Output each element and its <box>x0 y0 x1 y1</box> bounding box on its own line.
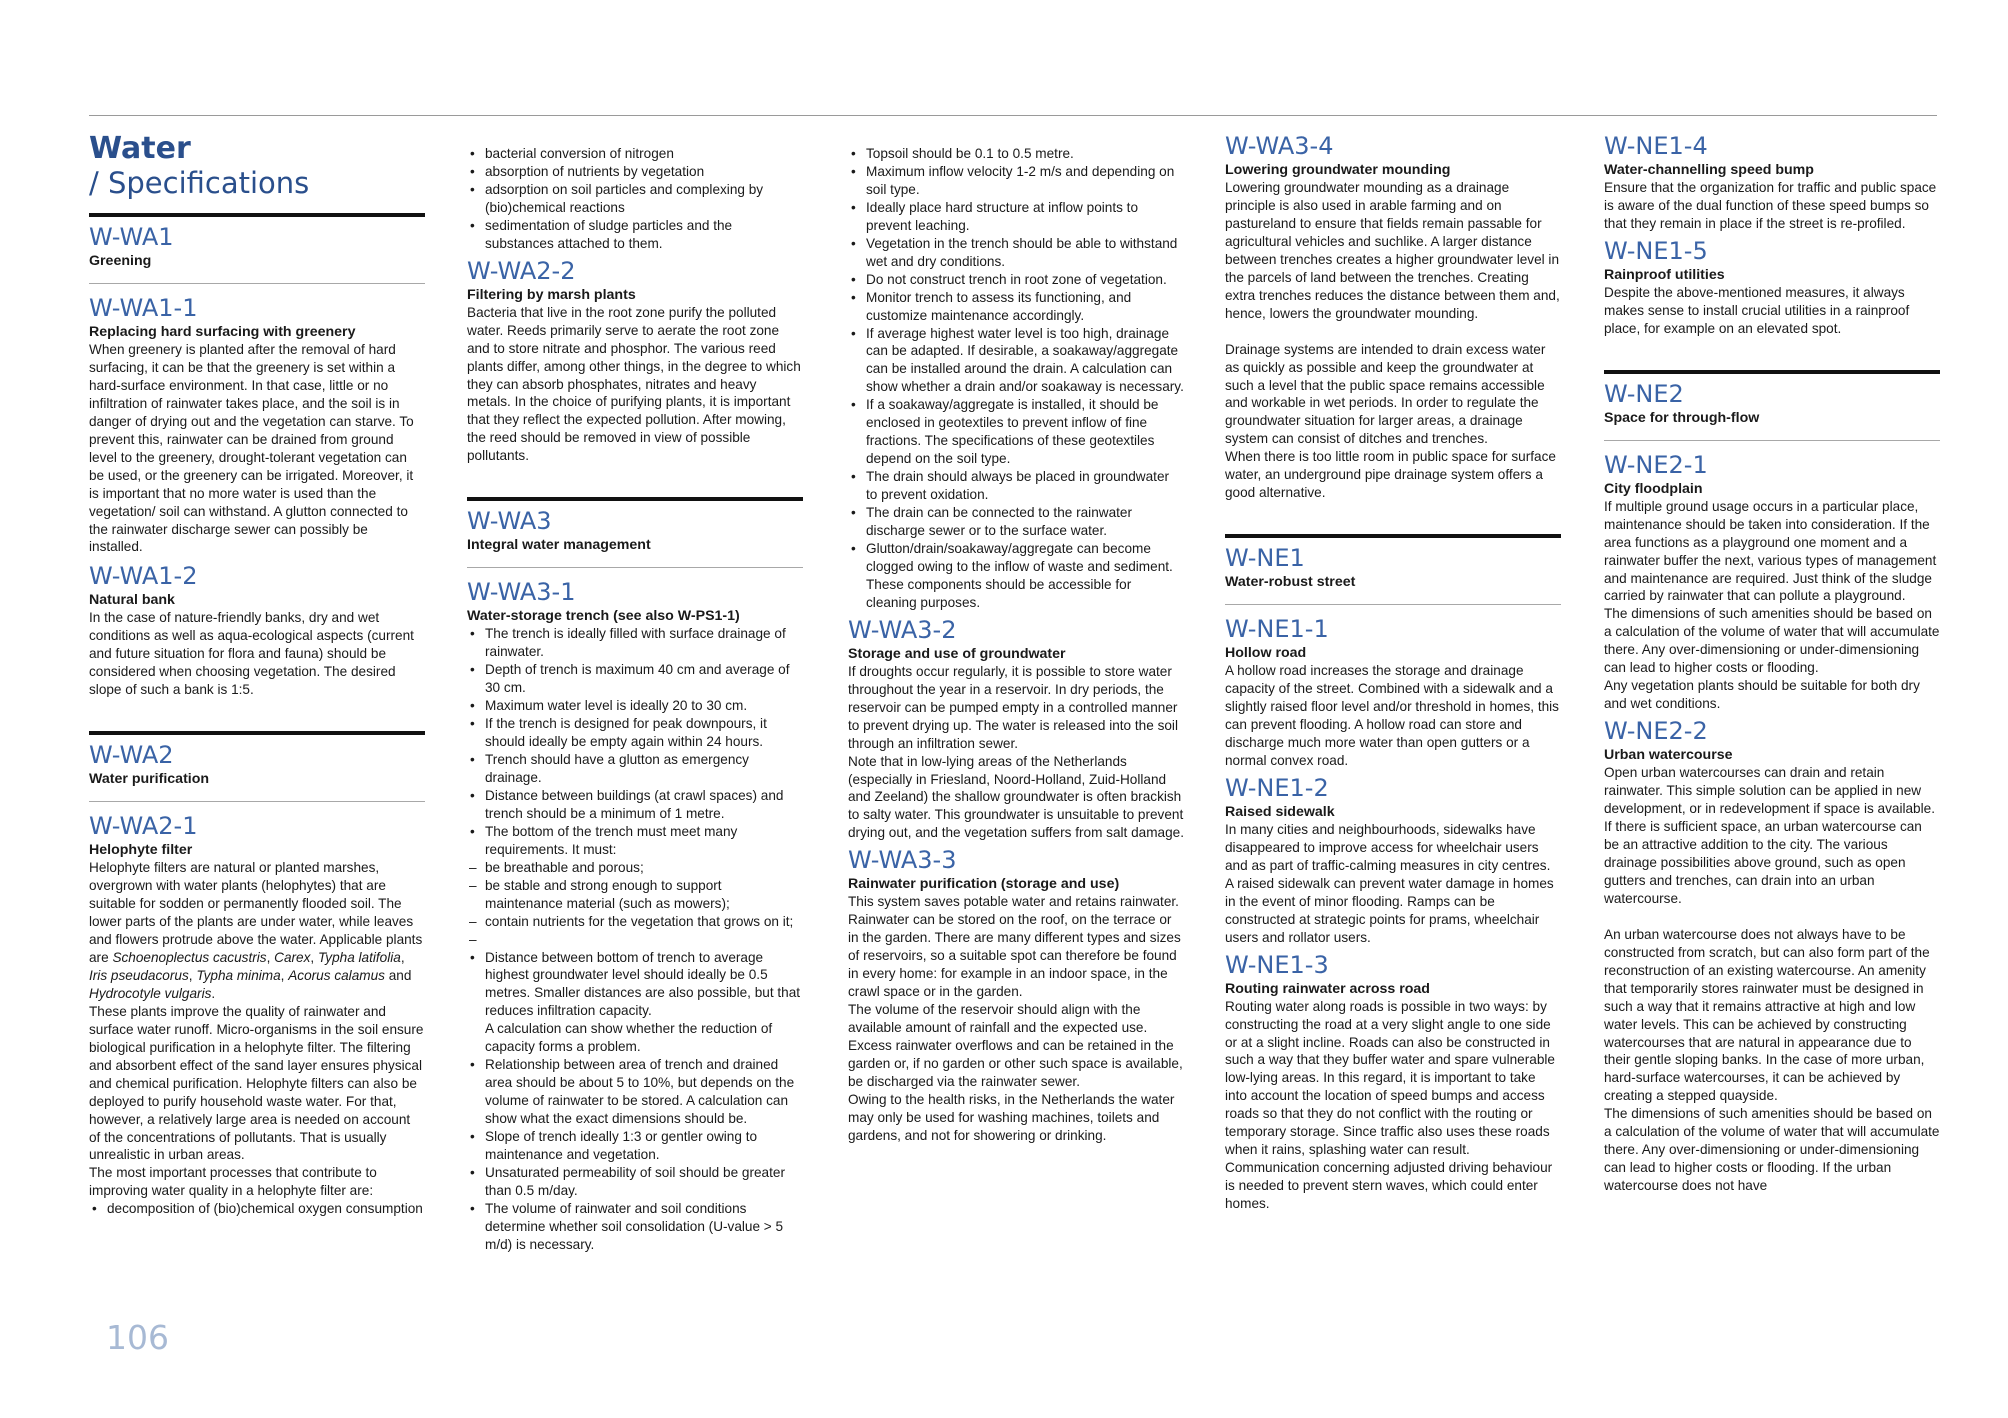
subsection-w-wa2-2 <box>467 257 803 466</box>
subsection-title: Rainwater purification (storage and use) <box>848 876 1120 893</box>
section-rule <box>467 497 803 501</box>
list-item: • Ideally place hard structure at inflow points to prevent leaching. <box>866 199 1184 235</box>
list-item: • Distance between bottom of trench to average highest groundwater level should ideally be 0.5 metres. Smaller distances are also possible, but that reduces infiltration capacity. A calculation can show whether the reduction of capacity forms a problem. <box>485 949 803 1057</box>
paragraph: Routing water along roads is possible in two ways: by constructing the road at a very slight angle to one side or at a slight incline. Roads can also be constructed in such a way that they buffer water and spare vulnerable low-lying areas. In this regard, it is important to take into account the location of speed bumps and access roads so that they do not conflict with the routing or temporary storage. Since traffic also uses these roads when it rains, splashing water can result. Communication concerning adjusted driving behaviour is needed to prevent stern waves, which could enter homes. <box>1225 998 1555 1212</box>
subsection-w-wa3-4 <box>1225 132 1561 502</box>
paragraph: Open urban watercourses can drain and retain rainwater. This simple solution can be applied in new development, or in redevelopment if space is available. If there is sufficient space, an urban watercourse can be an attractive addition to the city. The various drainage possibilities above ground, such as open gutters and trenches, can drain into an urban watercourse. <box>1604 765 1935 906</box>
list-item: • If average highest water level is too high, drainage can be adapted. If desirable, a soakaway/aggregate can be installed around the drain. A calculation can show whether a drain and/or soakaway is necessary. <box>866 325 1184 397</box>
list-item: – contain nutrients for the vegetation that grows on it; <box>485 913 803 931</box>
list-item: • Relationship between area of trench and drained area should be about 5 to 10%, but depends on the volume of rainwater to be stored. A calculation can show what the exact dimensions should be. <box>485 1056 803 1128</box>
subsection-rule <box>467 567 803 568</box>
paragraph: These plants improve the quality of rainwater and surface water runoff. Micro-organisms in the soil ensure biological purification in a helophyte filter. The filtering and absorbent effect of the sand layer ensures physical and chemical purification. Helophyte filters can also be deployed to purify household waste water. For that, however, a relatively large area is needed on account of the concentrations of pollutants. That is usually unrealistic in urban areas. <box>89 1003 424 1163</box>
subsection-w-ne1-4 <box>1604 132 1940 233</box>
column-4 <box>1225 132 1561 1213</box>
subsection-title: Routing rainwater across road <box>1225 980 1430 997</box>
paragraph: Any vegetation plants should be suitable for both dry and wet conditions. <box>1604 678 1920 712</box>
paragraph: In the case of nature-friendly banks, dry and wet conditions as well as aqua-ecological aspects (current and future situation for flora and fauna) should be considered when choosing vegetation. The desired slope of such a bank is 1:5. <box>89 610 414 698</box>
paragraph: Note that in low-lying areas of the Netherlands (especially in Friesland, Noord-Holland, Zuid-Holland and Zeeland) the shallow groundwater is often brackish to salty water. This groundwater is unsuitable to prevent drying out, and the vegetation suffers from salt damage. <box>848 753 1185 841</box>
subsection-w-wa3-1 <box>467 578 803 1253</box>
list-item: • Topsoil should be 0.1 to 0.5 metre. <box>866 145 1184 163</box>
subsection-w-wa3-2 <box>848 616 1184 843</box>
section-code: W-WA3 <box>467 507 552 536</box>
list-item: • The volume of rainwater and soil conditions determine whether soil consolidation (U-value > 5 m/d) is necessary. <box>485 1200 803 1254</box>
section-code: W-NE1 <box>1225 544 1305 573</box>
paragraph: Despite the above-mentioned measures, it always makes sense to install crucial utilities in a rainproof place, for example on an elevated spot. <box>1604 284 1910 336</box>
list-item: • Vegetation in the trench should be able to withstand wet and dry conditions. <box>866 235 1184 271</box>
section-rule <box>89 213 425 217</box>
paragraph: This system saves potable water and retains rainwater. Rainwater can be stored on the roof, on the terrace or in the garden. There are many different types and sizes of reservoirs, so a suitable spot can therefore be found in every home: for example in an indoor space, in the crawl space or in the garden. <box>848 894 1181 1000</box>
paragraph: If droughts occur regularly, it is possible to store water throughout the year in a reservoir. In dry periods, the reservoir can be pumped empty in a controlled manner to prevent drying up. The water is released into the soil through an infiltration sewer. <box>848 663 1178 751</box>
section-code: W-NE2 <box>1604 379 1684 408</box>
section-title: Water purification <box>89 771 210 788</box>
subsection-title: Water-channelling speed bump <box>1604 162 1814 178</box>
list-item: • decomposition of (bio)chemical oxygen consumption <box>107 1200 425 1218</box>
subsection-rule <box>89 801 425 802</box>
paragraph: A hollow road increases the storage and drainage capacity of the street. Combined with a sidewalk and a slightly raised floor level and/or threshold in homes, this can prevent flooding. A hollow road can store and discharge much more water than open gutters or a normal convex road. <box>1225 663 1559 768</box>
subsection-title: Rainproof utilities <box>1604 266 1725 283</box>
subsection-title: Urban watercourse <box>1604 747 1733 764</box>
subsection-code: W-WA3-1 <box>467 578 576 607</box>
subsection-w-wa2-1 <box>89 812 425 1218</box>
section-w-ne2 <box>1604 380 1940 427</box>
list-item: • If a soakaway/aggregate is installed, it should be enclosed in geotextiles to prevent inflow of fine fractions. The specifications of these geotextiles depend on the soil type. <box>866 396 1184 468</box>
list-item: – be stable and strong enough to support maintenance material (such as mowers); <box>485 877 803 913</box>
list-item: • Distance between buildings (at crawl spaces) and trench should be a minimum of 1 metre. <box>485 787 803 823</box>
paragraph: Helophyte filters are natural or planted marshes, overgrown with water plants (helophytes) that are suitable for sodden or permanently flooded soil. The lower parts of the plants are under water, while leaves and flowers protrude above the water. Applicable plants are Schoenoplectus cacustris, Carex, Typha latifolia, Iris pseudacorus, Typha minima, Acorus calamus and Hydrocotyle vulgaris. <box>89 860 423 1001</box>
subsection-code: W-WA2-1 <box>89 812 198 841</box>
subsection-code: W-NE1-3 <box>1225 950 1329 979</box>
section-w-ne1 <box>1225 544 1561 591</box>
bullet-list <box>467 145 803 253</box>
column-2 <box>467 145 803 1254</box>
subsection-w-ne2-2 <box>1604 717 1940 1195</box>
section-rule <box>89 731 425 735</box>
paragraph: Bacteria that live in the root zone purify the polluted water. Reeds primarily serve to aerate the root zone and to store nitrate and phosphor. The various reed plants differ, among other things, in the degree to which they can absorb phosphates, nitrates and heavy metals. In the choice of purifying plants, it is important that they reflect the expected pollution. After mowing, the reed should be removed in view of possible pollutants. <box>467 304 801 464</box>
section-title: Water-robust street <box>1225 574 1356 591</box>
paragraph: Ensure that the organization for traffic and public space is aware of the dual function of these speed bumps so that they remain in place if the street is re-profiled. <box>1604 180 1937 231</box>
bullet-list <box>848 145 1184 612</box>
column-5 <box>1604 132 1940 1195</box>
section-w-wa2 <box>89 741 425 788</box>
list-item: • The bottom of the trench must meet many requirements. It must: <box>485 823 803 859</box>
section-code: W-WA2 <box>89 741 174 770</box>
subsection-title: Raised sidewalk <box>1225 803 1335 820</box>
list-item: • Trench should have a glutton as emergency drainage. <box>485 751 803 787</box>
column-3 <box>848 145 1184 1145</box>
dash-list <box>467 859 803 949</box>
paragraph: An urban watercourse does not always have to be constructed from scratch, but can also form part of the reconstruction of an existing watercourse. An amenity that temporarily stores rainwater must be designed in such a way that it remains attractive at high and low water levels. This can be achieved by constructing watercourses that are natural in appearance due to their gentle sloping banks. In the case of more urban, hard-surface watercourses, it can be achieved by creating a stepped quayside. <box>1604 926 1930 1104</box>
subsection-title: Storage and use of groundwater <box>848 645 1066 662</box>
paragraph: The dimensions of such amenities should be based on a calculation of the volume of water that will accumulate there. Any over-dimensioning or under-dimensioning can lead to higher costs or flooding. <box>1604 606 1940 676</box>
list-item: • If the trench is designed for peak downpours, it should ideally be empty again within 24 hours. <box>485 715 803 751</box>
subsection-w-ne1-2 <box>1225 774 1561 947</box>
subsection-title: Lowering groundwater mounding <box>1225 162 1451 178</box>
list-item: • Maximum water level is ideally 20 to 30 cm. <box>485 697 803 715</box>
subsection-title: Natural bank <box>89 592 175 609</box>
subsection-title: Hollow road <box>1225 645 1307 662</box>
list-item: • bacterial conversion of nitrogen <box>485 145 803 163</box>
paragraph: The most important processes that contribute to improving water quality in a helophyte filter are: <box>89 1165 377 1199</box>
subsection-code: W-NE1-4 <box>1604 132 1708 160</box>
subsection-rule <box>89 283 425 284</box>
subsection-code: W-NE1-5 <box>1604 236 1708 265</box>
paragraph: The volume of the reservoir should align with the available amount of rainfall and the expected use. Excess rainwater overflows and can be retained in the garden or, if no garden or other such space is available, be discharged via the rainwater sewer. <box>848 1002 1183 1089</box>
subsection-title: Replacing hard surfacing with greenery <box>89 324 356 340</box>
subsection-code: W-NE2-2 <box>1604 717 1708 746</box>
list-item: • sedimentation of sludge particles and the substances attached to them. <box>485 217 803 253</box>
paragraph: The dimensions of such amenities should be based on a calculation of the volume of water that will accumulate there. Any over-dimensioning or under-dimensioning can lead to higher costs or flooding. If the urban watercourse does not have <box>1604 1106 1940 1194</box>
subsection-rule <box>1604 440 1940 441</box>
section-title: Greening <box>89 253 152 269</box>
list-item: • The drain can be connected to the rainwater discharge sewer or to the surface water. <box>866 504 1184 540</box>
subsection-title: Filtering by marsh plants <box>467 286 636 303</box>
list-item: • Maximum inflow velocity 1-2 m/s and depending on soil type. <box>866 163 1184 199</box>
subsection-code: W-WA3-4 <box>1225 132 1334 160</box>
paragraph: Owing to the health risks, in the Netherlands the water may only be used for washing machines, toilets and gardens, and not for showering or drinking. <box>848 1091 1175 1143</box>
paragraph: When there is too little room in public space for surface water, an underground pipe drainage system offers a good alternative. <box>1225 449 1556 501</box>
subsection-rule <box>1225 604 1561 605</box>
section-w-wa1 <box>89 223 425 270</box>
paragraph: Drainage systems are intended to drain excess water as quickly as possible and keep the groundwater at such a level that the public space remains accessible and workable in wet periods. In order to regulate the groundwater situation for larger areas, a drainage system can consist of ditches and trenches. <box>1225 341 1546 447</box>
page-title: Water <box>89 131 191 166</box>
section-rule <box>1604 370 1940 374</box>
list-item: • Monitor trench to assess its functioning, and customize maintenance accordingly. <box>866 289 1184 325</box>
bullet-list <box>89 1200 425 1218</box>
list-item: – be breathable and porous; <box>485 859 803 877</box>
subsection-w-ne2-1 <box>1604 451 1940 713</box>
paragraph: If multiple ground usage occurs in a particular place, maintenance should be taken into consideration. If the area functions as a playground one moment and a rainwater buffer the next, various types of management and maintenance are required. Just think of the sludge carried by rainwater that can pollute a playground. <box>1604 498 1937 604</box>
list-item: • absorption of nutrients by vegetation <box>485 163 803 181</box>
subsection-w-wa1-2 <box>89 562 425 699</box>
list-item <box>485 931 803 949</box>
subsection-title: Water-storage trench (see also W-PS1-1) <box>467 608 740 625</box>
list-item: • The drain should always be placed in groundwater to prevent oxidation. <box>866 468 1184 504</box>
section-code: W-WA1 <box>89 223 174 251</box>
list-item: • The trench is ideally filled with surface drainage of rainwater. <box>485 625 803 661</box>
subsection-code: W-WA1-2 <box>89 562 198 591</box>
paragraph: Lowering groundwater mounding as a drainage principle is also used in arable farming and on pastureland to ensure that fields remain passable for agricultural vehicles and suchlike. A larger distance between trenches creates a higher groundwater level in the parcels of land between the trenches. Creating extra trenches reduces the distance between them and, hence, lowers the groundwater mounding. <box>1225 180 1560 321</box>
subsection-code: W-NE1-2 <box>1225 773 1329 802</box>
subsection-w-ne1-5 <box>1604 237 1940 338</box>
paragraph: In many cities and neighbourhoods, sidewalks have disappeared to improve access for wheelchair users and as part of traffic-calming measures in city centres. A raised sidewalk can prevent water damage in homes in the event of minor flooding. Ramps can be constructed at strategic points for prams, wheelchair users and rollator users. <box>1225 821 1554 945</box>
subsection-code: W-NE2-1 <box>1604 450 1708 479</box>
section-w-wa3 <box>467 507 803 554</box>
list-item: • Glutton/drain/soakaway/aggregate can become clogged owing to the inflow of waste and sediment. These components should be accessible for cleaning purposes. <box>866 540 1184 612</box>
page-subtitle: / Specifications <box>89 166 310 200</box>
subsection-code: W-NE1-1 <box>1225 615 1329 644</box>
list-item: • Slope of trench ideally 1:3 or gentler owing to maintenance and vegetation. <box>485 1128 803 1164</box>
subsection-title: Helophyte filter <box>89 842 193 859</box>
list-item: • adsorption on soil particles and complexing by (bio)chemical reactions <box>485 181 803 217</box>
section-title: Space for through-flow <box>1604 409 1760 426</box>
paragraph: When greenery is planted after the removal of hard surfacing, it can be that the greenery is set within a hard-surface environment. In that case, little or no infiltration of rainwater takes place, and the soil is in danger of drying out and the vegetation can starve. To prevent this, rainwater can be drained from ground level to the greenery, drought-tolerant vegetation can be used, or the greenery can be irrigated. Moreover, it is important that no more water is used than the vegetation/ soil can withstand. A glutton connected to the rainwater discharge sewer can possibly be installed. <box>89 342 414 555</box>
subsection-code: W-WA2-2 <box>467 256 576 285</box>
subsection-title: City floodplain <box>1604 480 1703 497</box>
list-item: • Do not construct trench in root zone of vegetation. <box>866 271 1184 289</box>
list-item: • Depth of trench is maximum 40 cm and average of 30 cm. <box>485 661 803 697</box>
section-rule <box>1225 534 1561 538</box>
subsection-w-ne1-1 <box>1225 615 1561 770</box>
subsection-code: W-WA3-2 <box>848 615 957 644</box>
bullet-list <box>467 625 803 858</box>
subsection-w-wa1-1 <box>89 294 425 556</box>
list-item: • Unsaturated permeability of soil should be greater than 0.5 m/day. <box>485 1164 803 1200</box>
column-1 <box>89 132 425 1218</box>
subsection-w-ne1-3 <box>1225 951 1561 1213</box>
subsection-code: W-WA3-3 <box>848 846 957 875</box>
bullet-list <box>467 949 803 1254</box>
subsection-code: W-WA1-1 <box>89 294 198 322</box>
page-number: 106 <box>106 1318 169 1357</box>
section-title: Integral water management <box>467 537 651 554</box>
top-rule <box>89 115 1937 116</box>
subsection-w-wa3-3 <box>848 846 1184 1144</box>
